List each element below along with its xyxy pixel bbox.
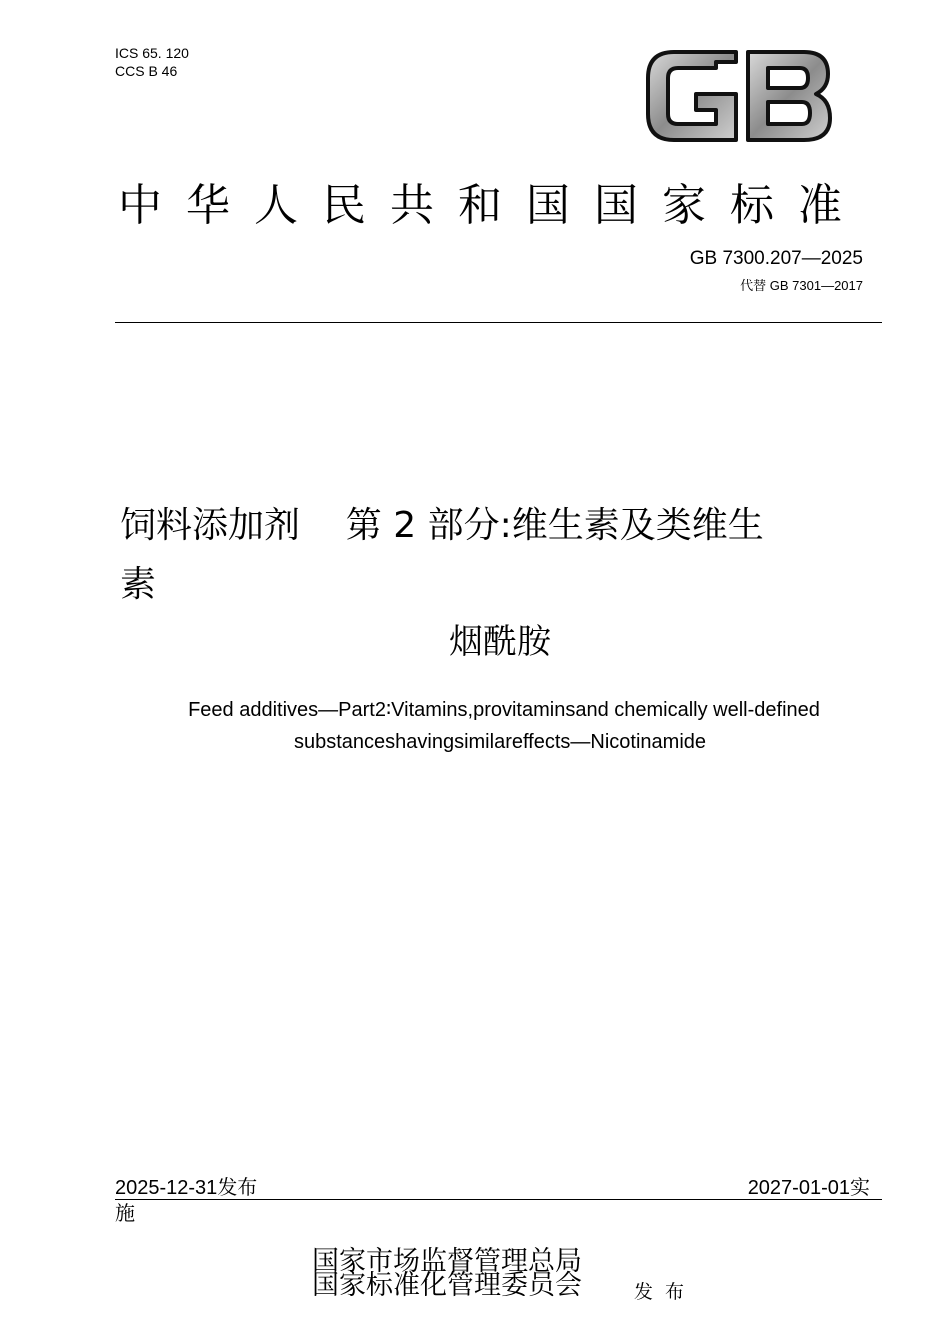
top-divider <box>115 322 882 323</box>
ics-code: ICS 65. 120 <box>115 45 189 61</box>
english-title-line-1: Feed additives—Part2∶Vitamins,provitaminsand chemically well-defined <box>188 699 820 721</box>
issuer-samr: 国家市场监督管理总局 <box>312 1246 582 1277</box>
bottom-divider <box>115 1199 882 1200</box>
implementation-label-overflow: 施 <box>115 1201 135 1225</box>
implementation-date-value: 2027-01-01 <box>747 1177 850 1199</box>
implementation-date <box>748 1175 870 1200</box>
issuer-sac: 国家标准化管理委员会 <box>312 1270 582 1301</box>
chinese-subtitle: 烟酰胺 <box>449 622 551 662</box>
chinese-title-line-2: 素 <box>120 564 157 605</box>
ccs-code: CCS B 46 <box>115 63 178 79</box>
replaces-standard: 代替 GB 7301—2017 <box>740 278 863 293</box>
implementation-date-label: 实 <box>850 1175 870 1199</box>
national-standard-title: 中华人民共和国国家标准 <box>118 180 866 231</box>
english-title-line-2: substanceshavingsimilareffects—Nicotinamide <box>293 731 707 753</box>
issue-date <box>115 1175 257 1200</box>
issue-date-label: 发布 <box>217 1175 258 1199</box>
issue-date-value: 2025-12-31 <box>115 1177 218 1199</box>
gb-logo <box>644 48 834 144</box>
standard-number: GB 7300.207—2025 <box>689 248 863 269</box>
chinese-title-line-1: 饲料添加剂 第 2 部分:维生素及类维生 <box>120 505 764 546</box>
issued-label: 发布 <box>634 1281 697 1303</box>
